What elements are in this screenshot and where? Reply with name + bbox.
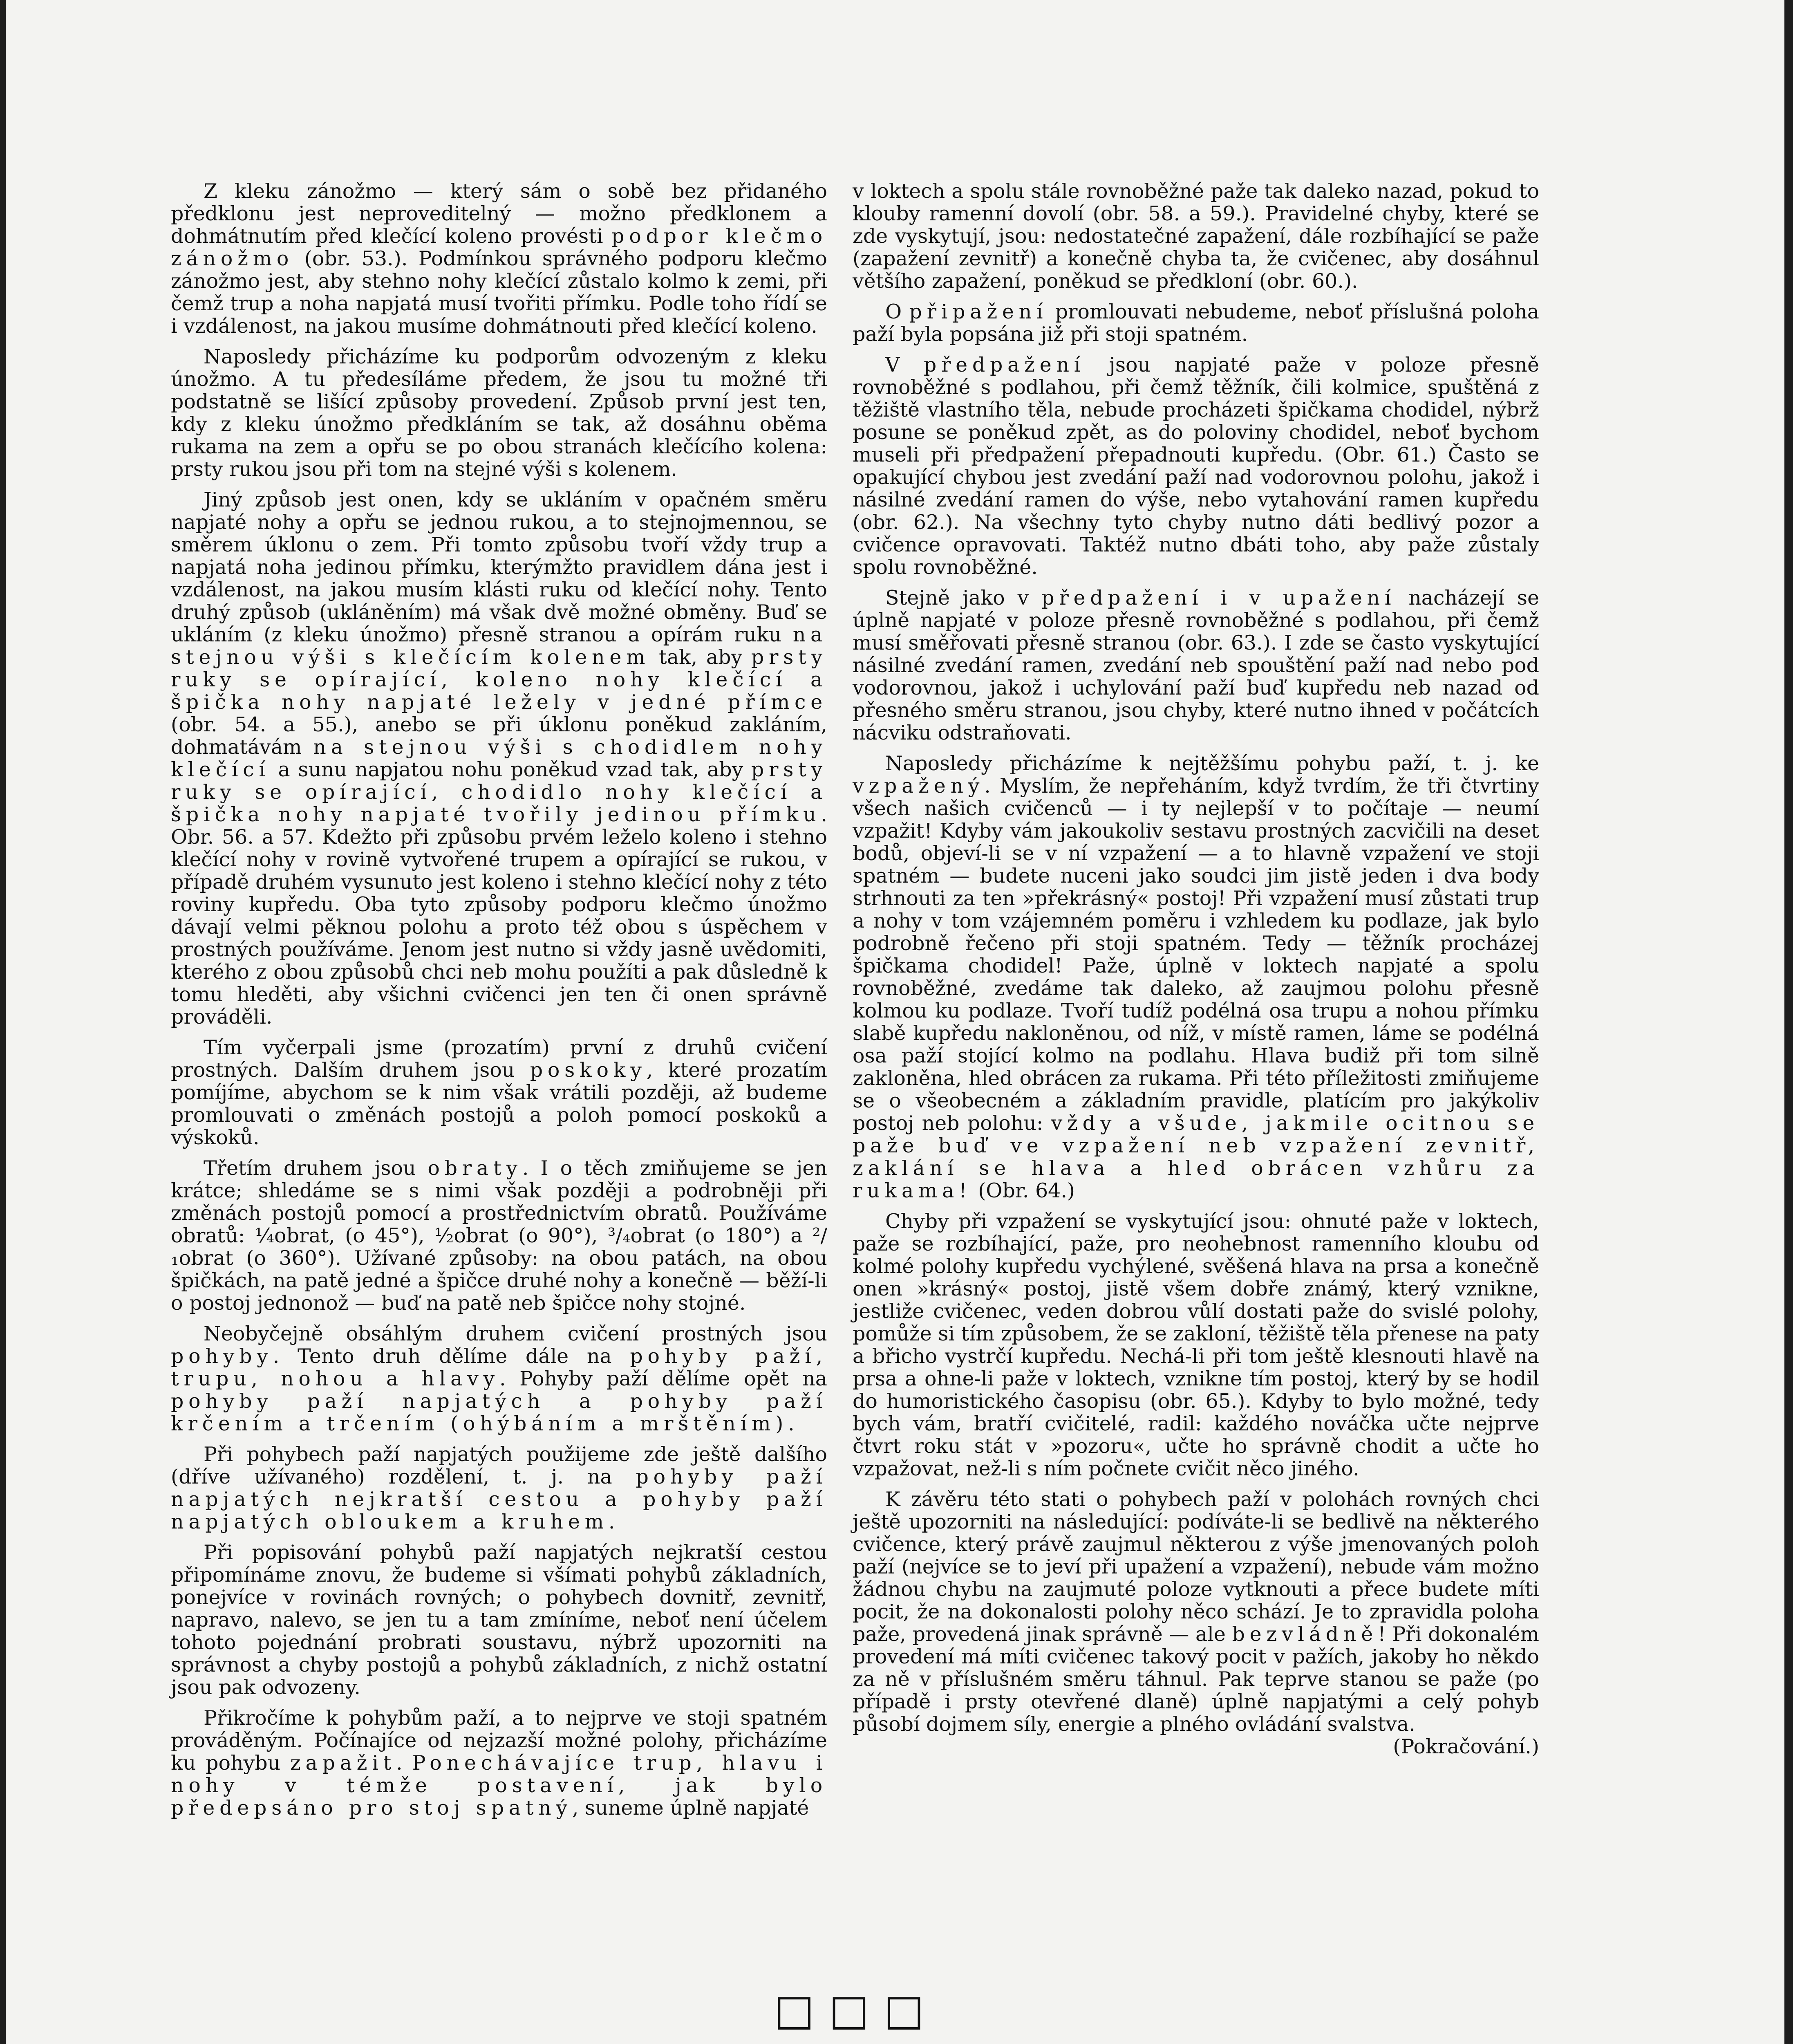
left-column — [171, 180, 827, 1827]
paragraph: Tím vyčerpali jsme (prozatím) první z druhů cvičení prostných. Dalším druhem jsou poskoky, které prozatím pomíjíme, abychom se k nim však vrátili později, až budeme promlouvati o změnách postojů a poloh pomocí poskoků a výskoků. — [171, 1036, 827, 1149]
paragraph: Přikročíme k pohybům paží, a to nejprve ve stoji spatném prováděným. Počínajíce od nejzazší možné polohy, přicházíme ku pohybu zapažit. Ponechávajíce trup, hlavu i nohy v témže postavení, jak bylo předepsáno pro stoj spatný, suneme úplně napjaté — [171, 1706, 828, 1820]
paragraph: Neobyčejně obsáhlým druhem cvičení prostných jsou pohyby. Tento druh dělíme dále na pohyby paží, trupu, nohou a hlavy. Pohyby paží dělíme opět na pohyby paží napjatých a pohyby paží krčením a trčením (ohýbáním a mrštěním). — [171, 1322, 827, 1435]
section-end-ornament: □□□ — [774, 1985, 939, 2035]
paragraph: v loktech a spolu stále rovnoběžné paže tak daleko nazad, pokud to klouby ramenní dovolí (obr. 58. a 59.). Pravidelné chyby, které se zde vyskytují, jsou: nedostatečné zapažení, dále rozbíhající se paže (zapažení zevnitř) a konečně chyba ta, že cvičenec, aby dosáhnul většího zapažení, poněkud se předkloní (obr. 60.). — [853, 179, 1539, 293]
spaced-emphasis: vzpažený — [853, 774, 985, 798]
spaced-emphasis: připažení — [909, 300, 1048, 323]
continued-note: (Pokračování.) — [1393, 1735, 1539, 1758]
paragraph: V předpažení jsou napjaté paže v poloze přesně rovnoběžné s podlahou, při čemž těžník, čili kolmice, spuštěná z těžiště vlastního těla, nebude procházeti špičkama chodidel, nýbrž posune se poněkud zpět, as do poloviny chodidel, neboť bychom museli při předpažení přepadnouti kupředu. (Obr. 61.) Často se opakující chybou jest zvedání paží nad vodorovnou polohu, jakož i násilné zvedání ramen do výše, nebo vytahování ramen kupředu (obr. 62.). Na všechny tyto chyby nutno dáti bedlivý pozor a cvičence opravovati. Taktéž nutno dbáti toho, aby paže zůstaly spolu rovnoběžné. — [853, 353, 1539, 579]
spaced-emphasis: pohyby paží napjatých nejkratší cestou a pohyby paží napjatých obloukem a kruhem — [171, 1465, 827, 1533]
spaced-emphasis: předpažení — [923, 353, 1086, 377]
spaced-emphasis: podpor klečmo zánožmo — [171, 224, 828, 270]
paragraph: Stejně jako v předpažení i v upažení nacházejí se úplně napjaté v poloze přesně rovnoběžné s podlahou, při čemž musí směřovati přesně stranou (obr. 63.). I zde se často vyskytující násilné zvedání ramen, zvedání neb spouštění paží nad nebo pod vodorovnou, jakož i uchylování paží buď kupředu neb nazad od přesného směru stranou, jsou chyby, které nutno ihned v počátcích nácviku odstraňovati. — [853, 586, 1539, 744]
spaced-emphasis: prsty ruky se opírající, koleno nohy klečící a špička nohy napjaté ležely v jedné přímce — [171, 645, 827, 714]
spaced-emphasis: Ponechávajíce trup, hlavu i nohy v témže postavení, jak bylo předepsáno pro stoj spatný — [171, 1751, 828, 1820]
spaced-emphasis: prsty ruky se opírající, chodidlo nohy klečící a špička nohy napjaté tvořily jedinou přímku — [171, 758, 827, 826]
paragraph: Chyby při vzpažení se vyskytující jsou: ohnuté paže v loktech, paže se rozbíhající, paže, pro neohebnost ramenního kloubu od kolmé polohy kupředu vychýlené, svěšená hlava na prsa a konečně onen »krásný« postoj, jistě všem dobře známý, který vznikne, jestliže cvičenec, veden dobrou vůlí dostati paže do svislé polohy, pomůže si tím způsobem, že se zakloní, těžiště těla přenese na paty a břicho vystrčí kupředu. Nechá-li při tom ještě klesnouti hlavě na prsa a ohne-li paže v loktech, vznikne tím postoj, který by se hodil do humoristického časopisu (obr. 65.). Kdyby to bylo možné, tedy bych vám, bratří cvičitelé, radil: každého nováčka učte nejprve čtvrt roku stát v »pozoru«, učte ho správně chodit a učte ho vzpažovat, než-li s ním počnete cvičit něco jiného. — [853, 1210, 1539, 1480]
paragraph: K závěru této stati o pohybech paží v polohách rovných chci ještě upozorniti na následující: podíváte-li se bedlivě na některého cvičence, který právě zaujmul některou z výše jmenovaných poloh paží (nejvíce se to jeví při upažení a vzpažení), nebude vám možno žádnou chybu na zaujmuté poloze vytknouti a přece budete míti pocit, že na dokonalosti polohy něco schází. Je to zpravidla poloha paže, provedená jinak správně — ale bezvládně! Při dokonalém provedení má míti cvičenec takový pocit v pažích, jakoby ho někdo za ně v příslušném směru táhnul. Pak teprve stanou se paže (po případě i prsty otevřené dlaně) úplně napjatými a celý pohyb působí dojmem síly, energie a plného ovládání svalstva. (Pokračování.) — [853, 1488, 1539, 1758]
spaced-emphasis: pohyby — [171, 1345, 273, 1368]
spaced-emphasis: pohyby paží, trupu, nohou a hlavy — [171, 1345, 827, 1390]
spaced-emphasis: pohyby paží napjatých a pohyby paží krčením a trčením (ohýbáním a mrštěním) — [171, 1390, 827, 1435]
spaced-emphasis: na stejnou výši s chodidlem nohy klečící — [171, 735, 828, 781]
magazine-page — [6, 0, 1784, 2044]
paragraph: Jiný způsob jest onen, kdy se ukláním v opačném směru napjaté nohy a opřu se jednou rukou, a to stejnojmennou, se směrem úklonu o zem. Při tomto způsobu tvoří vždy trup a napjatá noha jedinou přímku, kterýmžto pravidlem dána jest i vzdálenost, na jakou musím klásti ruku od klečící nohy. Tento druhý způsob (ukláněním) má však dvě možné obměny. Buď se ukláním (z kleku únožmo) přesně stranou a opírám ruku na stejnou výši s klečícím kolenem tak, aby prsty ruky se opírající, koleno nohy klečící a špička nohy napjaté ležely v jedné přímce (obr. 54. a 55.), anebo se při úklonu poněkud zakláním, dohmatávám na stejnou výši s chodidlem nohy klečící a sunu napjatou nohu poněkud vzad tak, aby prsty ruky se opírající, chodidlo nohy klečící a špička nohy napjaté tvořily jedinou přímku. Obr. 56. a 57. Kdežto při způsobu prvém leželo koleno i stehno klečící nohy v rovině vytvořené trupem a opírající se rukou, v případě druhém vysunuto jest koleno i stehno klečící nohy z této roviny kupředu. Oba tyto způsoby podporu klečmo únožmo dávají velmi pěknou polohu a proto též obou s úspěchem v prostných používáme. Jenom jest nutno si vždy jasně uvědomiti, kterého z obou způsobů chci neb mohu použíti a pak důsledně k tomu hleděti, aby všichni cvičenci jen ten či onen správně prováděli. — [171, 488, 828, 1029]
spaced-emphasis: zapažit — [290, 1751, 396, 1775]
spaced-emphasis: poskoky — [530, 1058, 647, 1082]
spaced-emphasis: vždy a všude, jakmile ocitnou se paže buď ve vzpažení neb vzpažení zevnitř, zaklání se hlava a hled obrácen vzhůru za rukama! — [853, 1112, 1539, 1202]
paragraph: Při pohybech paží napjatých použijeme zde ještě dalšího (dříve užívaného) rozdělení, t. j. na pohyby paží napjatých nejkratší cestou a pohyby paží napjatých obloukem a kruhem. — [171, 1443, 827, 1533]
paragraph: Naposledy přicházíme ku podporům odvozeným z kleku únožmo. A tu předesíláme předem, že jsou tu možné tři podstatně se lišící způsoby provedení. Způsob první jest ten, kdy z kleku únožmo předkláním se tak, až dosáhnu oběma rukama na zem a opřu se po obou stranách klečícího kolena: prsty rukou jsou při tom na stejné výši s kolenem. — [171, 345, 827, 481]
paragraph: Naposledy přicházíme k nejtěžšímu pohybu paží, t. j. ke vzpažený. Myslím, že nepřeháním, když tvrdím, že tři čtvrtiny všech našich cvičenců — i ty nejlepší v to počítaje — neumí vzpažit! Kdyby vám jakoukoliv sestavu prostných zacvičili na deset bodů, objeví-li se v ní vzpažení — a to hlavně vzpažení ve stoji spatném — budete nuceni jako soudci jim jistě jeden i dva body strhnouti za ten »překrásný« postoj! Při vzpažení musí zůstati trup a nohy v tom vzájemném poměru i vzhledem ku podlaze, jak bylo podrobně řečeno při stoji spatném. Tedy — těžník procházej špičkama chodidel! Paže, úplně v loktech napjaté a spolu rovnoběžné, zvedáme tak daleko, až zaujmou polohu přesně kolmou ku podlaze. Tvoří tudíž podélná osa trupu a nohou přímku slabě kupředu nakloněnou, od níž, v místě ramen, láme se podélná osa paží stojící kolmo na podlahu. Hlava budiž při tom silně zakloněna, hled obrácen za rukama. Při této příležitosti zmiňujeme se o všeobecném a základním pravidle, platícím pro jakýkoliv postoj neb polohu: vždy a všude, jakmile ocitnou se paže buď ve vzpažení neb vzpažení zevnitř, zaklání se hlava a hled obrácen vzhůru za rukama! (Obr. 64.) — [853, 752, 1539, 1202]
paragraph: O připažení promlouvati nebudeme, neboť příslušná poloha paží byla popsána již při stoji spatném. — [853, 300, 1539, 346]
spaced-emphasis: bezvládně — [1232, 1623, 1378, 1646]
paragraph: Z kleku zánožmo — který sám o sobě bez přidaného předklonu jest neproveditelný — možno předklonem a dohmátnutím před klečící koleno provésti podpor klečmo zánožmo (obr. 53.). Podmínkou správného podporu klečmo zánožmo jest, aby stehno nohy klečící zůstalo kolmo k zemi, při čemž trup a noha napjatá musí tvořiti přímku. Podle toho řídí se i vzdálenost, na jakou musíme dohmátnouti před klečící koleno. — [171, 179, 828, 338]
paragraph: Při popisování pohybů paží napjatých nejkratší cestou připomínáme znovu, že budeme si všímati pohybů základních, ponejvíce v rovinách rovných; o pohybech dovnitř, zevnitř, napravo, nalevo, se jen tu a tam zmíníme, neboť není účelem tohoto pojednání probrati soustavu, nýbrž upozorniti na správnost a chyby postojů a pohybů základních, z nichž ostatní jsou pak odvozeny. — [171, 1541, 827, 1699]
spaced-emphasis: předpažení i v upažení — [1041, 586, 1396, 610]
paragraph: Třetím druhem jsou obraty. I o těch zmiňujeme se jen krátce; shledáme se s nimi však později a podrobněji při změnách postojů pomocí a prostřednictvím obratů. Používáme obratů: ¼obrat, (o 45°), ½obrat (o 90°), ³/₄obrat (o 180°) a ²/₁obrat (o 360°). Užívané způsoby: na obou patách, na obou špičkách, na patě jedné a špičce druhé nohy a konečně — běží-li o postoj jednonož — buď na patě neb špičce nohy stojné. — [171, 1156, 827, 1315]
right-column — [853, 180, 1539, 1766]
spaced-emphasis: obraty — [428, 1156, 522, 1180]
spaced-emphasis: na stejnou výši s klečícím kolenem — [171, 623, 827, 669]
